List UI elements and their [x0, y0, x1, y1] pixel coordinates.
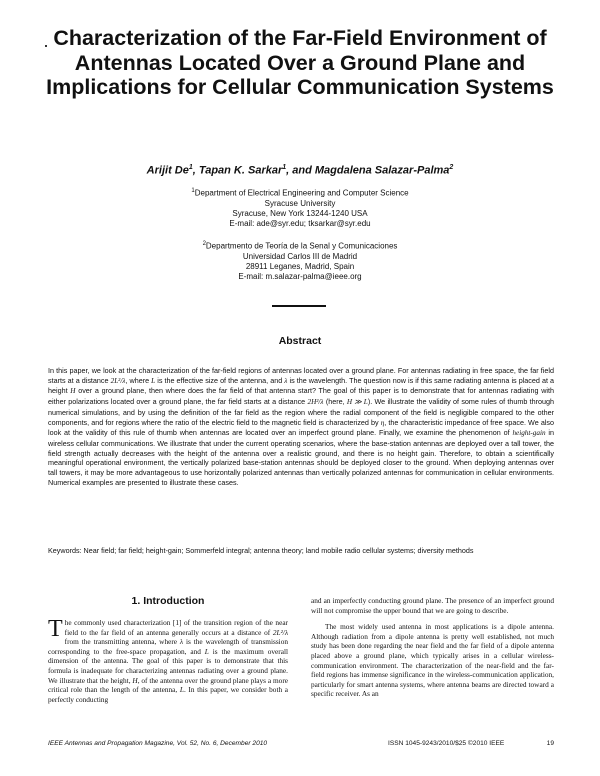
affiliation-2-dept: Departmento de Teoría de la Senal y Comunicaciones — [205, 241, 398, 251]
affiliation-2-city: 28911 Leganes, Madrid, Spain — [245, 262, 355, 272]
affiliation-2-sup: 2 — [202, 241, 206, 247]
footer-page-number: 19 — [546, 740, 554, 747]
abstract-heading: Abstract — [278, 335, 322, 347]
affiliation-2-univ: Universidad Carlos III de Madrid — [242, 251, 358, 261]
footer-issn: ISSN 1045-9243/2010/$25 ©2010 IEEE — [388, 740, 505, 747]
intro-left-column: The commonly used characterization [1] of the transition region of the near field to the far field of an antenna generally occurs at a distance of 2L²/λ from the transmitting antenna, where λ is the wavelength of transmission corresponding to the free-space propagation, and L is the maximum overall dimension of the antenna. The goal of this paper is to demonstrate that this formula is inadequate for characterizing antennas radiating over a ground plane. We illustrate that the height, H, of the antenna over the ground plane plays a more critical role than the length of the antenna, L. In this paper, we consider both a perfectly conducting — [48, 616, 289, 704]
affiliation-1-dept: Department of Electrical Engineering and Computer Science — [194, 188, 409, 198]
affiliation-1-sup: 1 — [191, 188, 195, 194]
drop-cap: T — [48, 616, 63, 642]
separator-rule — [272, 305, 326, 307]
introduction-heading: 1. Introduction — [131, 595, 205, 607]
footer-journal: IEEE Antennas and Propagation Magazine, Vol. 52, No. 6, December 2010 — [48, 740, 268, 747]
author-3: and Magdalena Salazar-Palma — [292, 164, 450, 177]
author-2-sup: 1 — [282, 164, 287, 171]
abstract-text: In this paper, we look at the characterization of the far-field regions of antennas located over a ground plane. For antennas radiating in free space, the far field starts at a distance 2L²/λ, where L is the effective size of the antenna, and λ is the wavelength. The question now is if this same radiating antenna is placed at a height H over a ground plane, then where does the far field of that antenna start? The goal of this paper is to demonstrate that for antennas radiating with either polarizations located over a ground plane, the far field starts at a distance 2H²/λ (here, H ≫ L). We illustrate the validity of some rules of thumb through numerical simulations, and by using the definition of the far field as the region where the radial component of the field is negligible compared to the other components, and for regions where the ratio of the electric field to the magnetic field is characterized by η, the characteristic impedance of free space. We also look at the validity of this rule of thumb when antennas are located over an imperfect ground plane. Finally, we examine the phenomenon of height-gain in wireless cellular communications. We illustrate that under the current operating scenarios, where the base-station antennas are deployed over a tall tower, the field strength actually decreases with the height of the antenna over a realistic ground, and there is no height gain. Therefore, to obtain a scientifically meaningful operational environment, the vertically polarized base-station antennas should be deployed closer to the ground. When deploying antennas over tall towers, it may be more advantageous to use horizontally polarized antennas than vertically polarized antennas for communication in cellular environments. Numerical examples are presented to illustrate these cases. — [48, 366, 555, 487]
authors-line: Arijit De$^1$, Tapan K. Sarkar$^1$, and Magdalena Salazar-Palma$^2$ — [146, 164, 454, 177]
paper-title: Characterization of the Far-Field Environment of Antennas Located Over a Ground Plane and Implications for Cellular Communication Systems — [46, 26, 554, 99]
intro-right-column — [311, 596, 554, 699]
author-1-sup: 1 — [188, 164, 193, 171]
affiliation-1-univ: Syracuse University — [264, 198, 336, 208]
author-2: Tapan K. Sarkar — [198, 164, 283, 177]
affiliation-1-city: Syracuse, New York 13244-1240 USA — [232, 209, 368, 219]
affiliation-2 — [100, 239, 500, 282]
affiliation-2-email: E-mail: m.salazar-palma@ieee.org — [238, 272, 362, 282]
keywords: Keywords: Near field; far field; height-gain; Sommerfeld integral; antenna theory; land mobile radio cellular systems; diversity methods — [48, 546, 474, 555]
author-1: Arijit De — [146, 164, 189, 177]
affiliation-1 — [100, 186, 500, 229]
affiliation-1-email: E-mail: ade@syr.edu; tksarkar@syr.edu — [229, 219, 371, 229]
author-3-sup: 2 — [449, 164, 454, 171]
intro-right-paragraph-1: and an imperfectly conducting ground plane. The presence of an imperfect ground will not compromise the upper bound that we are going to describe. — [311, 596, 554, 615]
intro-right-paragraph-2: The most widely used antenna in most applications is a dipole antenna. Although radiation from a dipole antenna is pretty well established, not much study has been done regarding the near field and the far field of a dipole antenna placed above a ground plane, which typically arises in a cellular wireless-communication environment. The characterization of the near-field and the far-field regions has immense significance in the wireless-communication application, particularly for smart antenna systems, where antenna beams are directed toward a specific receiver. As an — [311, 622, 554, 699]
